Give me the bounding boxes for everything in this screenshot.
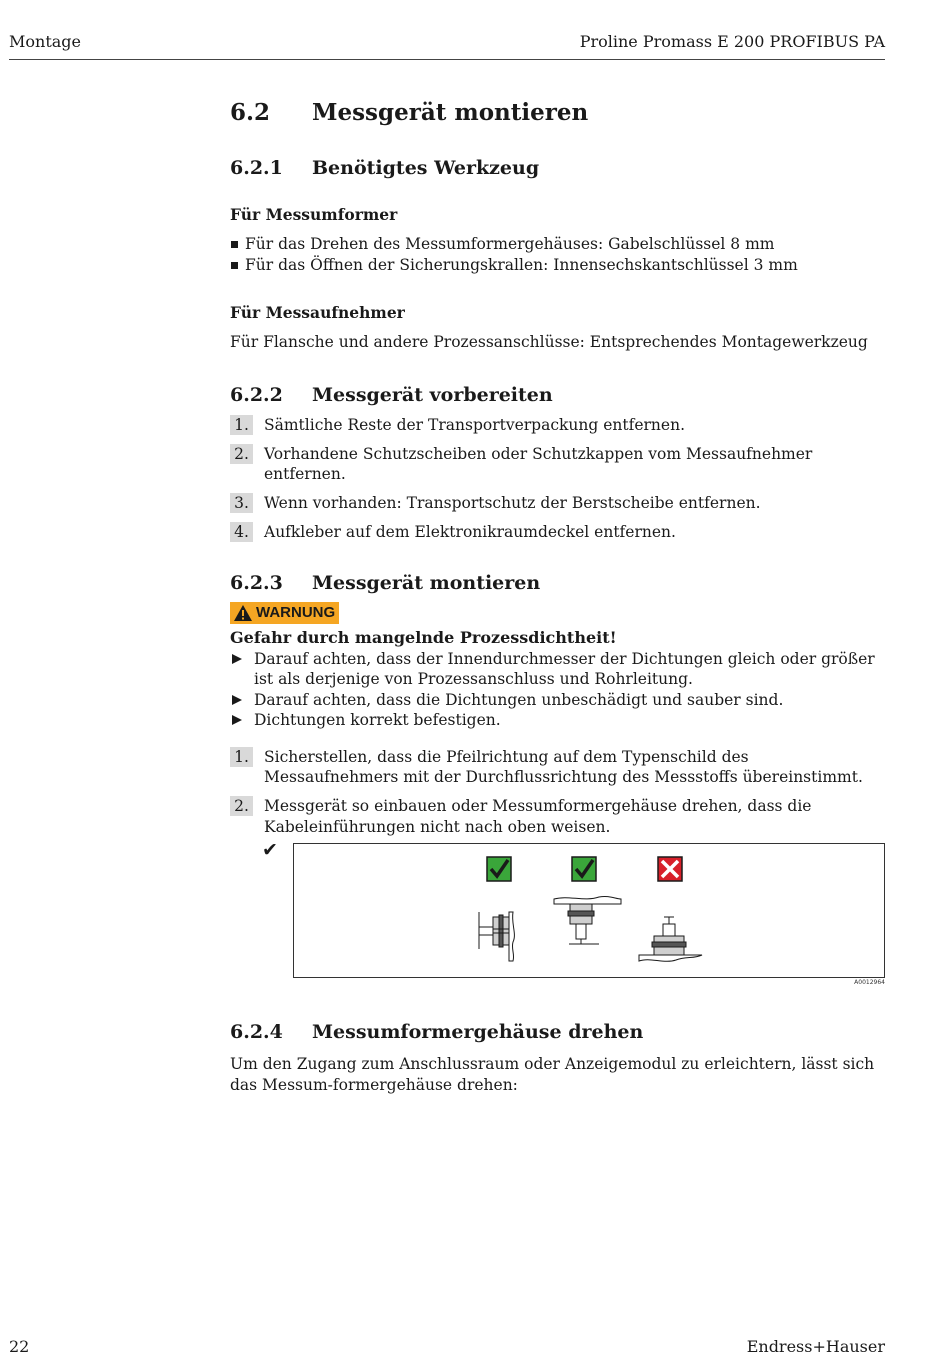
arrow-bullet-icon [232, 654, 242, 664]
square-bullet-icon [231, 262, 238, 269]
section-number: 6.2.1 [230, 157, 283, 179]
figure-area [230, 839, 885, 986]
step-text: Sicherstellen, dass die Pfeilrichtung auf dem Typenschild des Messaufnehmers mit der Durchflussrichtung des Messstoffs übereinstimmt. [264, 747, 863, 786]
warning-triangle-icon [233, 604, 253, 622]
section-6-2-4-heading [230, 1018, 885, 1046]
brand-name: Endress+Hauser [746, 1337, 885, 1356]
step-text: Aufkleber auf dem Elektronikraumdeckel entfernen. [264, 523, 676, 541]
mount-steps [230, 747, 885, 838]
transmitter-heading: Für Messumformer [230, 205, 398, 224]
list-item: Darauf achten, dass der Innendurchmesser der Dichtungen gleich oder größer ist als derjenige von Prozessanschluss und Rohrleitung. [230, 649, 885, 690]
section-number: 6.2.4 [230, 1021, 283, 1043]
page-number: 22 [9, 1337, 30, 1356]
device-side-orientation-illustration [479, 912, 514, 961]
orientation-illustration [294, 844, 884, 977]
result-check-icon: ✔ [262, 839, 278, 861]
step-number: 4. [230, 522, 253, 542]
step-item [230, 444, 885, 485]
device-upward-orientation-illustration [639, 917, 702, 961]
running-header-section: Montage [9, 32, 81, 51]
section-title: Messumformergehäuse drehen [312, 1021, 644, 1043]
step-text: Sämtliche Reste der Transportverpackung entfernen. [264, 415, 685, 434]
orientation-figure [293, 843, 885, 978]
prepare-steps [230, 415, 885, 543]
page-content [230, 96, 885, 1095]
step-item [230, 747, 885, 788]
list-item: Darauf achten, dass die Dichtungen unbeschädigt und sauber sind. [230, 690, 885, 711]
warning-block [230, 602, 885, 731]
warning-title: Gefahr durch mangelnde Prozessdichtheit! [230, 627, 617, 647]
check-icon [487, 857, 511, 881]
section-title: Messgerät montieren [312, 99, 589, 126]
step-item [230, 796, 885, 837]
section-number: 6.2.2 [230, 383, 283, 406]
sensor-text: Für Flansche und andere Prozessanschlüsse: Entsprechendes Montagewerkzeug [230, 333, 868, 351]
section-6-2-1-heading [230, 154, 885, 182]
section-title: Benötigtes Werkzeug [312, 157, 540, 179]
section-title: Messgerät vorbereiten [312, 383, 553, 406]
rotate-intro-text: Um den Zugang zum Anschlussraum oder Anzeigemodul zu erleichtern, lässt sich das Messum-formergehäuse drehen: [230, 1055, 875, 1094]
sensor-heading: Für Messaufnehmer [230, 303, 405, 322]
square-bullet-icon [231, 241, 238, 248]
step-number: 2. [230, 444, 253, 464]
section-6-2-3-heading [230, 569, 885, 597]
section-number: 6.2 [230, 99, 271, 126]
arrow-bullet-icon [232, 715, 242, 725]
list-item: Für das Drehen des Messumformergehäuses: Gabelschlüssel 8 mm [230, 234, 885, 255]
cross-icon [658, 857, 682, 881]
step-number: 1. [230, 415, 253, 435]
header-rule [9, 59, 885, 60]
arrow-bullet-icon [232, 695, 242, 705]
step-number: 2. [230, 796, 253, 816]
step-text: Messgerät so einbauen oder Messumformergehäuse drehen, dass die Kabeleinführungen nicht nach oben weisen. [264, 797, 812, 836]
section-number: 6.2.3 [230, 571, 283, 594]
check-icon [572, 857, 596, 881]
step-number: 3. [230, 493, 253, 513]
section-title: Messgerät montieren [312, 571, 541, 594]
list-item: Für das Öffnen der Sicherungskrallen: Innensechskantschlüssel 3 mm [230, 255, 885, 276]
section-6-2-2-heading [230, 381, 885, 409]
list-item: Dichtungen korrekt befestigen. [230, 710, 885, 731]
step-number: 1. [230, 747, 253, 767]
step-item [230, 522, 885, 543]
step-item [230, 415, 885, 436]
transmitter-tool-list [230, 234, 885, 275]
figure-id: A0012964 [854, 979, 885, 986]
warning-badge [230, 602, 339, 624]
device-downward-orientation-illustration [554, 896, 621, 944]
section-6-2-heading [230, 96, 885, 130]
running-header-product: Proline Promass E 200 PROFIBUS PA [579, 32, 885, 51]
warning-label: WARNUNG [256, 604, 336, 621]
step-item [230, 493, 885, 514]
step-text: Wenn vorhanden: Transportschutz der Berstscheibe entfernen. [264, 494, 761, 512]
step-text: Vorhandene Schutzscheiben oder Schutzkappen vom Messaufnehmer entfernen. [264, 444, 813, 483]
warning-list [230, 649, 885, 731]
